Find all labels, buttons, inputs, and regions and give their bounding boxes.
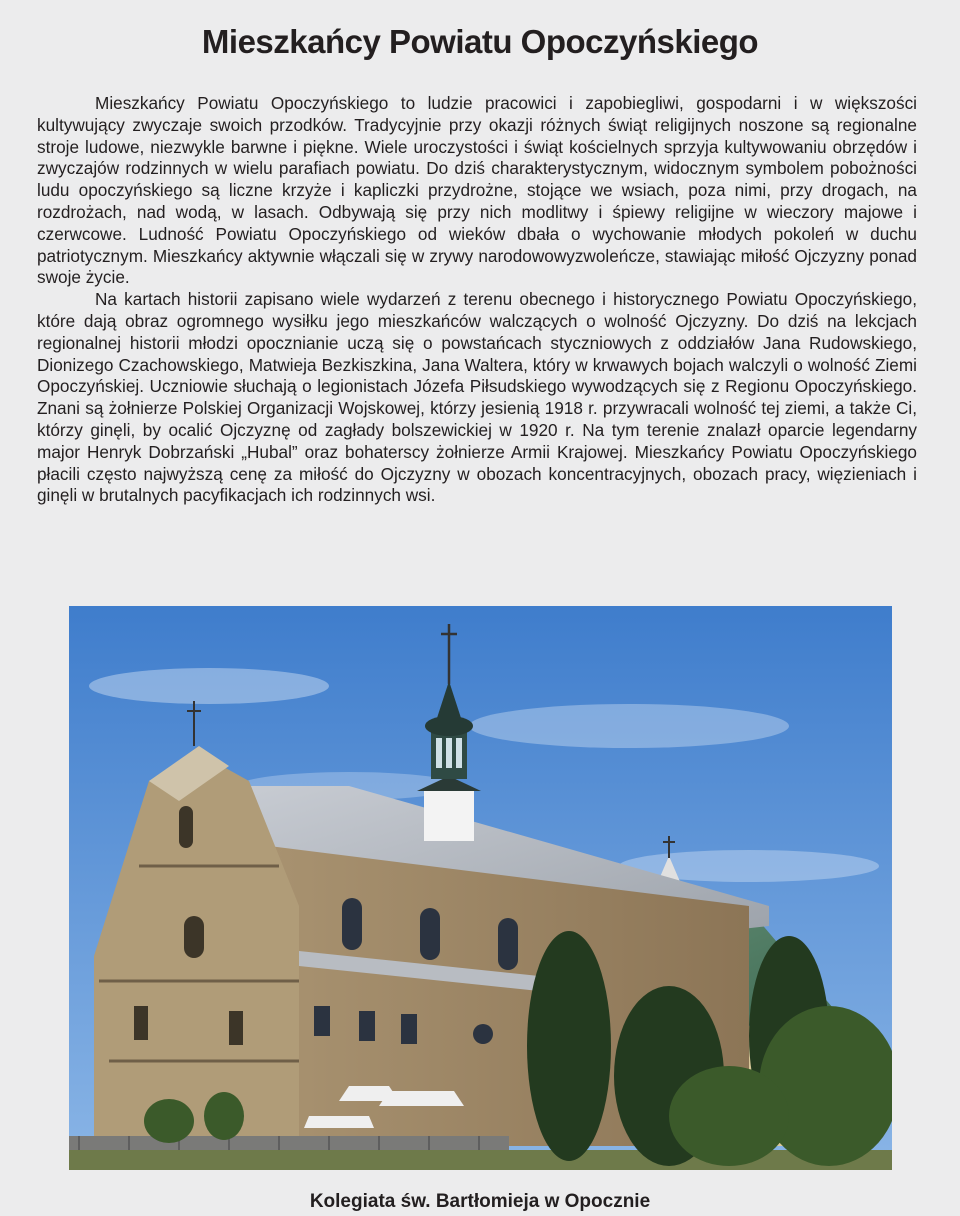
photo-caption: Kolegiata św. Bartłomieja w Opocznie	[309, 1191, 651, 1212]
article-paragraph-1: Mieszkańcy Powiatu Opoczyńskiego to ludzie pracowici i zapobiegliwi, gospodarni i w większości kultywujący zwyczaje swoich przodków. Tradycyjnie przy okazji różnych świąt religijnych noszone są regionalne stroje ludowe, niezwykle barwne i piękne. Wiele uroczystości i świąt kościelnych sprzyja kultywowaniu obrzędów i zwyczajów rodzinnych w wielu parafiach powiatu. Do dziś charakterystycznym, widocznym symbolem pobożności ludu opoczyńskiego są liczne krzyże i kapliczki przydrożne, stojące we wsiach, poza nimi, przy drogach, na rozdrożach, nad wodą, w lasach. Odbywają się przy nich modlitwy i śpiewy religijne w wieczory majowe i czerwcowe. Ludność Powiatu Opoczyńskiego od wieków dbała o wychowanie młodych pokoleń w duchu patriotycznym. Mieszkańcy aktywnie włączali się w zrywy narodowowyzwoleńcze, stawiając miłość Ojczyzny ponad swoje życie.	[37, 93, 917, 288]
church-illustration	[69, 606, 892, 1170]
article-body	[37, 93, 917, 507]
church-photo	[69, 606, 892, 1170]
article-paragraph-2: Na kartach historii zapisano wiele wydarzeń z terenu obecnego i historycznego Powiatu Opoczyńskiego, które dają obraz ogromnego wysiłku jego mieszkańców walczących o wolność Ojczyzny. Do dziś na lekcjach regionalnej historii młodzi opocznianie uczą się o powstańcach styczniowych z oddziałów Jana Rudowskiego, Dionizego Czachowskiego, Matwieja Bezkiszkina, Jana Waltera, który w krwawych bojach walczyli o wolność Ziemi Opoczyńskiej. Uczniowie słuchają o legionistach Józefa Piłsudskiego wywodzących się z Regionu Opoczyńskiego. Znani są żołnierze Polskiej Organizacji Wojskowej, którzy jesienią 1918 r. przywracali wolność tej ziemi, a także Ci, którzy ginęli, by ocalić Ojczyznę od zagłady bolszewickiej w 1920 r. Na tym terenie znalazł oparcie legendarny major Henryk Dobrzański „Hubal” oraz bohaterscy żołnierze Armii Krajowej. Mieszkańcy Powiatu Opoczyńskiego płacili często najwyższą cenę za miłość do Ojczyzny w obozach koncentracyjnych, obozach pracy, więzieniach i ginęli w brutalnych pacyfikacjach ich rodzinnych wsi.	[37, 289, 917, 506]
page-title: Mieszkańcy Powiatu Opoczyńskiego	[201, 23, 759, 61]
